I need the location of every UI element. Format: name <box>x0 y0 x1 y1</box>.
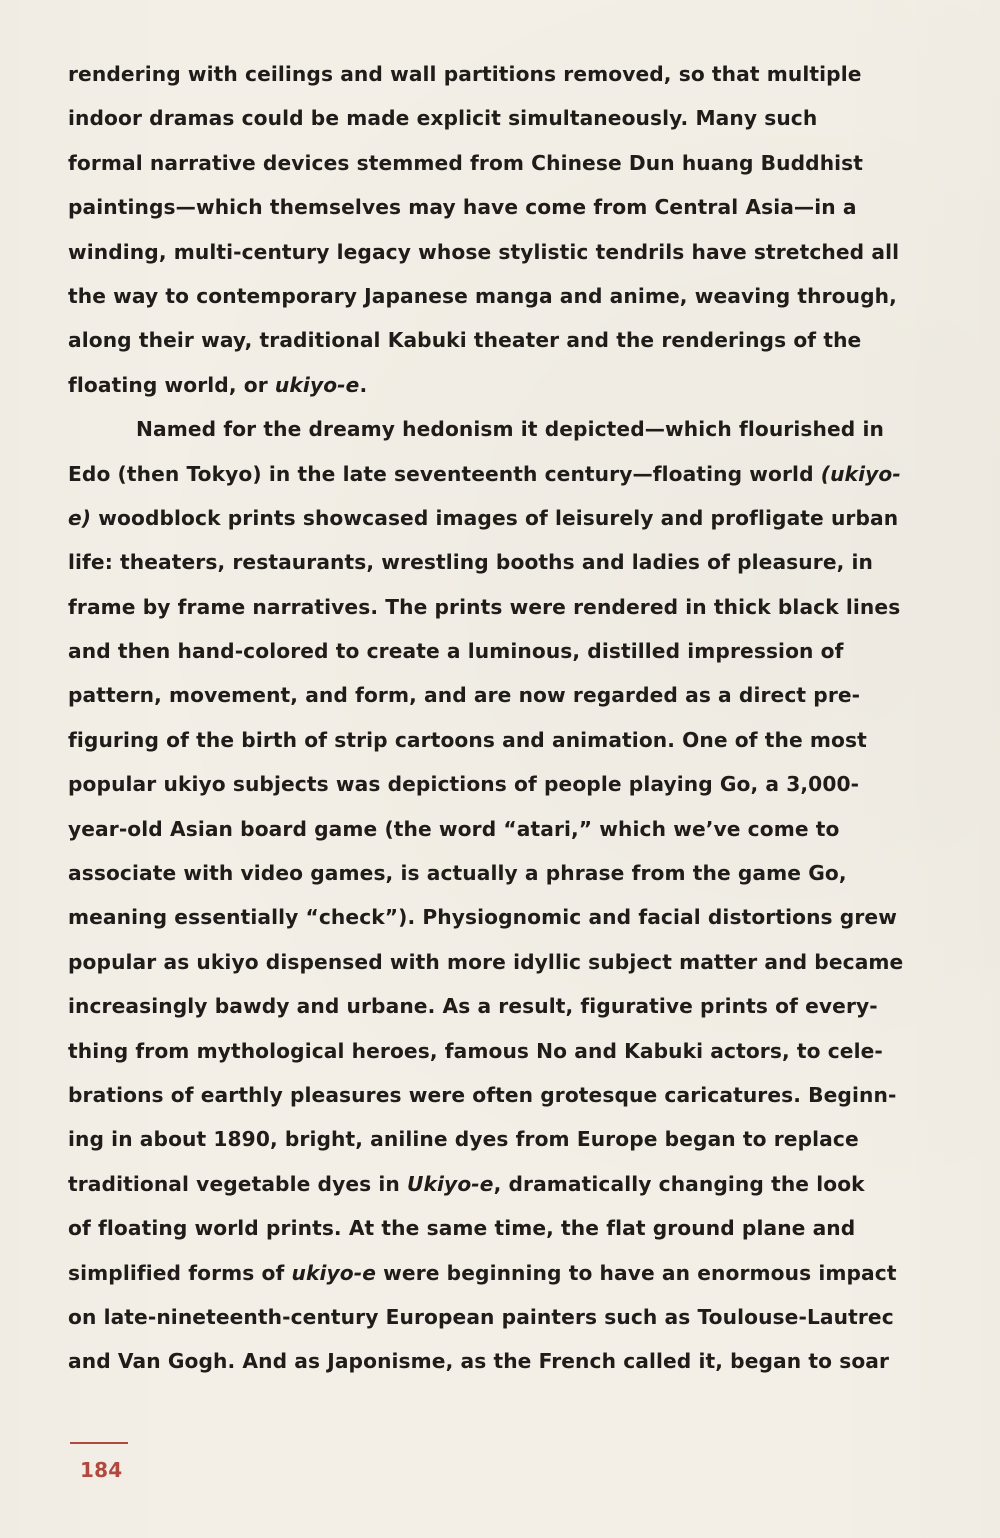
italic-text: e) <box>68 505 92 530</box>
italic-text: Ukiyo-e <box>407 1171 494 1196</box>
text-line <box>68 1162 958 1206</box>
text-line: meaning essentially “check”). Physiognomic and facial distortions grew <box>68 905 897 930</box>
text-line: figuring of the birth of strip cartoons and animation. One of the most <box>68 727 867 752</box>
text-run: Edo (then Tokyo) in the late seventeenth century—floating world <box>68 461 821 486</box>
page-number-rule <box>70 1442 128 1444</box>
text-line <box>68 452 958 496</box>
body-text <box>68 52 958 1384</box>
text-run: traditional vegetable dyes in <box>68 1171 408 1196</box>
italic-text: ukiyo-e <box>274 372 360 397</box>
text-run: floating world, or <box>68 372 275 397</box>
text-line: indoor dramas could be made explicit simultaneously. Many such <box>68 106 818 131</box>
text-line: formal narrative devices stemmed from Chinese Dun huang Buddhist <box>68 150 864 175</box>
page-number: 184 <box>80 1458 123 1482</box>
text-line: paintings—which themselves may have come from Central Asia—in a <box>68 195 857 220</box>
text-run: were beginning to have an enormous impact <box>376 1260 897 1285</box>
italic-text: ukiyo-e <box>291 1260 377 1285</box>
text-line: and Van Gogh. And as Japonisme, as the French called it, began to soar <box>68 1349 890 1374</box>
text-line: life: theaters, restaurants, wrestling booths and ladies of pleasure, in <box>68 550 873 575</box>
text-line: year-old Asian board game (the word “atari,” which we’ve come to <box>68 816 840 841</box>
text-run: , dramatically changing the look <box>493 1171 865 1196</box>
text-line <box>68 363 958 407</box>
text-line: brations of earthly pleasures were often grotesque caricatures. Beginn- <box>68 1082 897 1107</box>
text-line: on late-nineteenth-century European painters such as Toulouse-Lautrec <box>68 1304 894 1329</box>
text-line: and then hand-colored to create a luminous, distilled impression of <box>68 639 844 664</box>
text-line: associate with video games, is actually a phrase from the game Go, <box>68 861 847 886</box>
text-run: woodblock prints showcased images of leisurely and profligate urban <box>91 505 899 530</box>
text-line: the way to contemporary Japanese manga and anime, weaving through, <box>68 283 897 308</box>
text-line: rendering with ceilings and wall partitions removed, so that multiple <box>68 62 862 86</box>
text-line: thing from mythological heroes, famous No and Kabuki actors, to cele- <box>68 1038 883 1063</box>
text-line <box>68 1251 958 1295</box>
text-run: . <box>359 372 368 397</box>
italic-text: (ukiyo- <box>820 461 901 486</box>
text-line: along their way, traditional Kabuki theater and the renderings of the <box>68 328 862 353</box>
text-line: winding, multi-century legacy whose stylistic tendrils have stretched all <box>68 239 900 264</box>
text-line: popular as ukiyo dispensed with more idyllic subject matter and became <box>68 949 904 974</box>
text-line: pattern, movement, and form, and are now regarded as a direct pre- <box>68 683 861 708</box>
text-line <box>68 496 958 540</box>
text-line: of floating world prints. At the same time, the flat ground plane and <box>68 1216 856 1241</box>
paragraph-start-line: Named for the dreamy hedonism it depicted—which flourished in <box>136 417 884 442</box>
text-run: simplified forms of <box>68 1260 292 1285</box>
text-line: frame by frame narratives. The prints were rendered in thick black lines <box>68 594 901 619</box>
text-line: increasingly bawdy and urbane. As a result, figurative prints of every- <box>68 994 878 1019</box>
text-line: ing in about 1890, bright, aniline dyes from Europe began to replace <box>68 1127 859 1152</box>
text-line: popular ukiyo subjects was depictions of people playing Go, a 3,000- <box>68 772 860 797</box>
